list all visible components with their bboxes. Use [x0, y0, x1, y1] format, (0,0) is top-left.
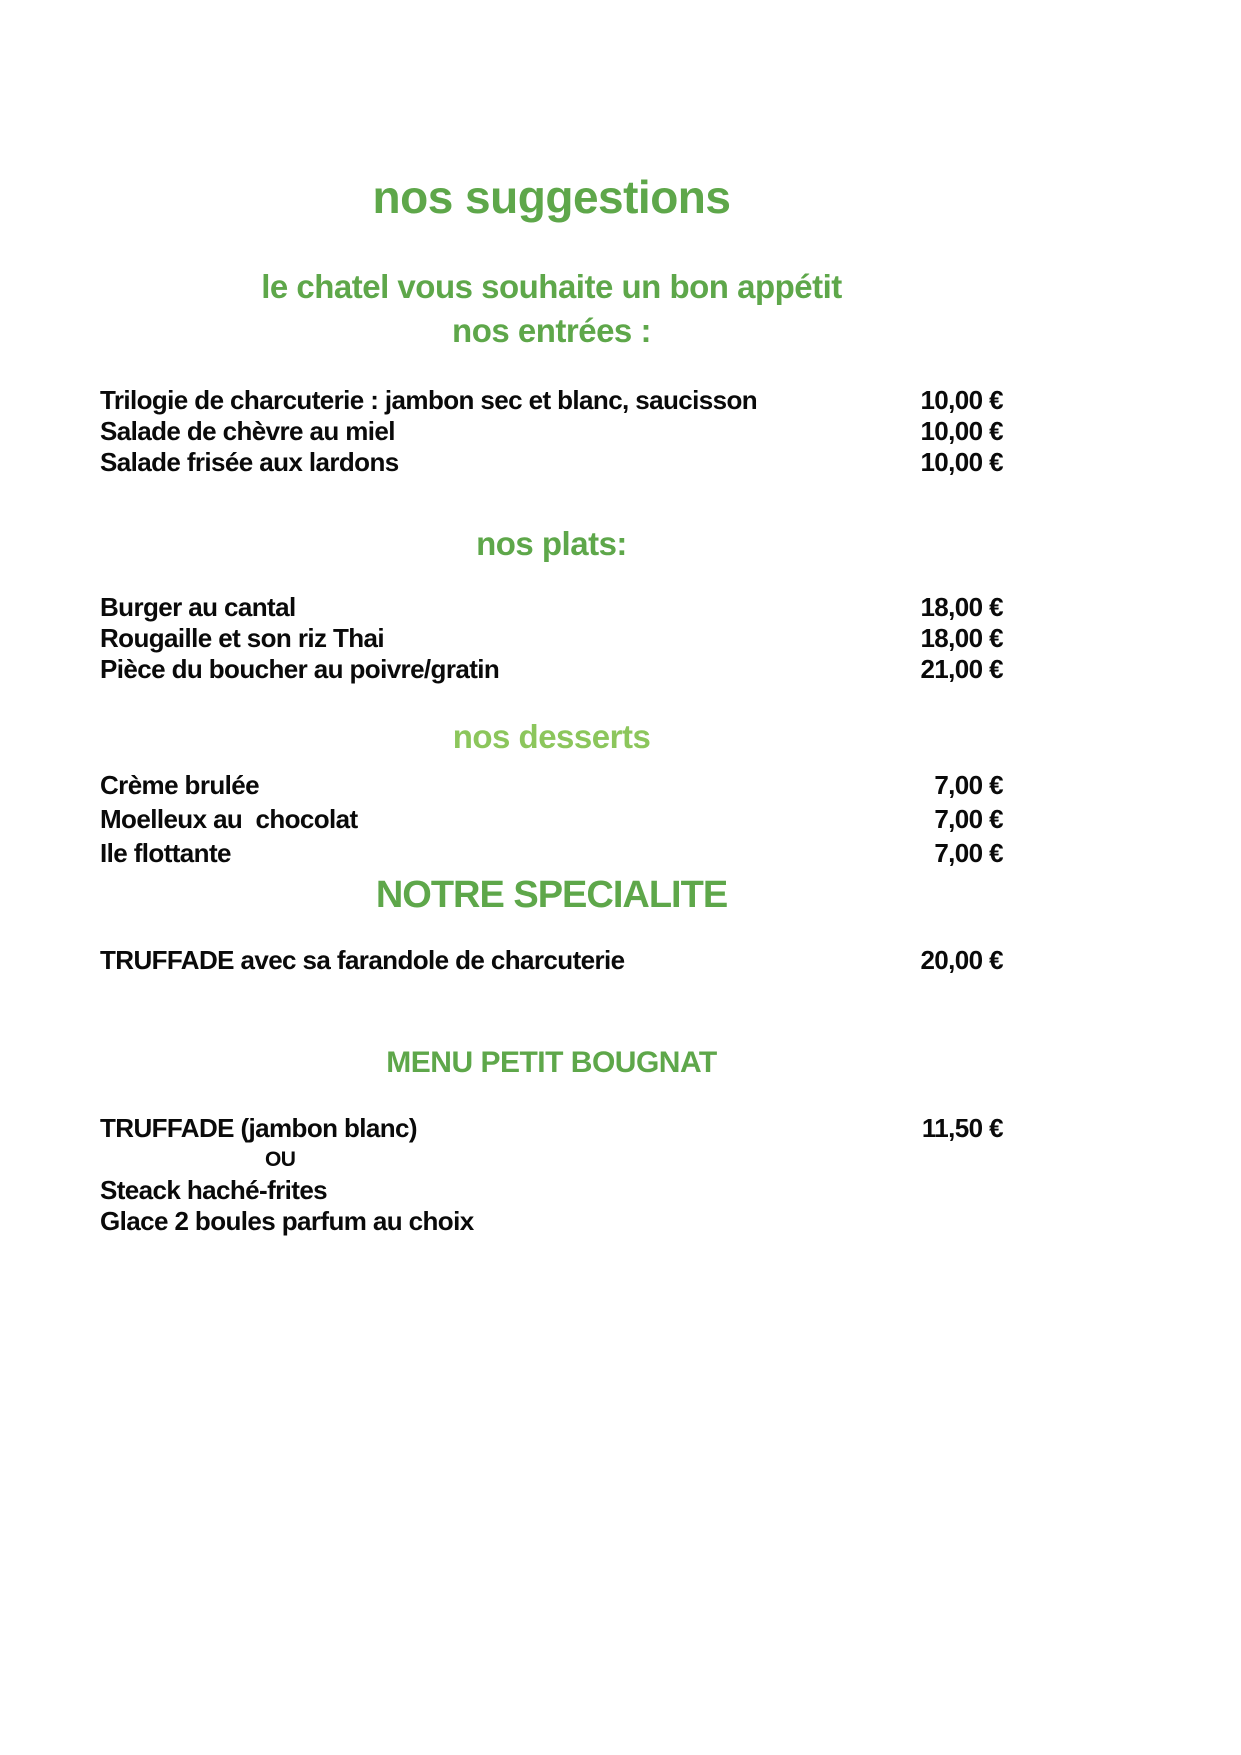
menu-item-row [100, 592, 1003, 623]
section-list-specialite [100, 945, 1003, 976]
menu-item-row-ou [100, 1144, 1003, 1175]
menu-item-row [100, 623, 1003, 654]
section-list-plats [100, 592, 1003, 685]
section-heading-menu-petit-bougnat: MENU PETIT BOUGNAT [386, 1046, 717, 1080]
menu-item-row [100, 945, 1003, 976]
item-name: Crème brulée [100, 769, 259, 800]
item-price: 7,00 € [934, 769, 1003, 800]
item-name: Steack haché-frites [100, 1174, 328, 1205]
item-name: OU [265, 1147, 296, 1171]
menu-item-row [100, 836, 1003, 870]
item-name: Moelleux au chocolat [100, 803, 358, 834]
item-name: Trilogie de charcuterie : jambon sec et blanc, saucisson [100, 385, 758, 416]
section-heading-specialite: NOTRE SPECIALITE [375, 873, 728, 916]
menu-item-row [100, 1113, 1003, 1144]
item-price: 10,00 € [920, 416, 1003, 447]
item-price: 18,00 € [920, 623, 1003, 654]
menu-item-row [100, 768, 1003, 802]
item-name: Rougaille et son riz Thai [100, 623, 385, 654]
item-price: 10,00 € [920, 385, 1003, 416]
item-price: 21,00 € [920, 654, 1003, 685]
menu-item-row [100, 447, 1003, 478]
menu-item-row [100, 385, 1003, 416]
item-name: TRUFFADE (jambon blanc) [100, 1112, 417, 1143]
item-price: 10,00 € [920, 447, 1003, 478]
menu-item-row [100, 654, 1003, 685]
section-list-entrees [100, 385, 1003, 478]
section-heading-desserts: nos desserts [452, 718, 651, 756]
section-heading-plats: nos plats: [476, 525, 627, 563]
menu-item-row [100, 1175, 1003, 1206]
section-heading-entrees: nos entrées : [452, 311, 651, 349]
item-name: Glace 2 boules parfum au choix [100, 1205, 474, 1236]
item-price: 7,00 € [934, 837, 1003, 868]
item-name: Burger au cantal [100, 592, 296, 623]
item-name: Salade de chèvre au miel [100, 416, 395, 447]
section-list-desserts [100, 768, 1003, 870]
item-price: 11,50 € [921, 1112, 1003, 1143]
item-price: 7,00 € [934, 803, 1003, 834]
item-price: 20,00 € [920, 945, 1003, 976]
item-name: Salade frisée aux lardons [100, 447, 399, 478]
item-name: Ile flottante [100, 837, 231, 868]
menu-content [0, 172, 1241, 1237]
page-title: nos suggestions [372, 171, 731, 223]
menu-item-row [100, 416, 1003, 447]
page-subtitle: le chatel vous souhaite un bon appétit [261, 267, 842, 305]
section-list-menu-petit-bougnat [100, 1113, 1003, 1237]
item-name: Pièce du boucher au poivre/gratin [100, 654, 500, 685]
menu-item-row [100, 1206, 1003, 1237]
menu-item-row [100, 802, 1003, 836]
item-price: 18,00 € [920, 592, 1003, 623]
item-name: TRUFFADE avec sa farandole de charcuterie [100, 945, 625, 976]
